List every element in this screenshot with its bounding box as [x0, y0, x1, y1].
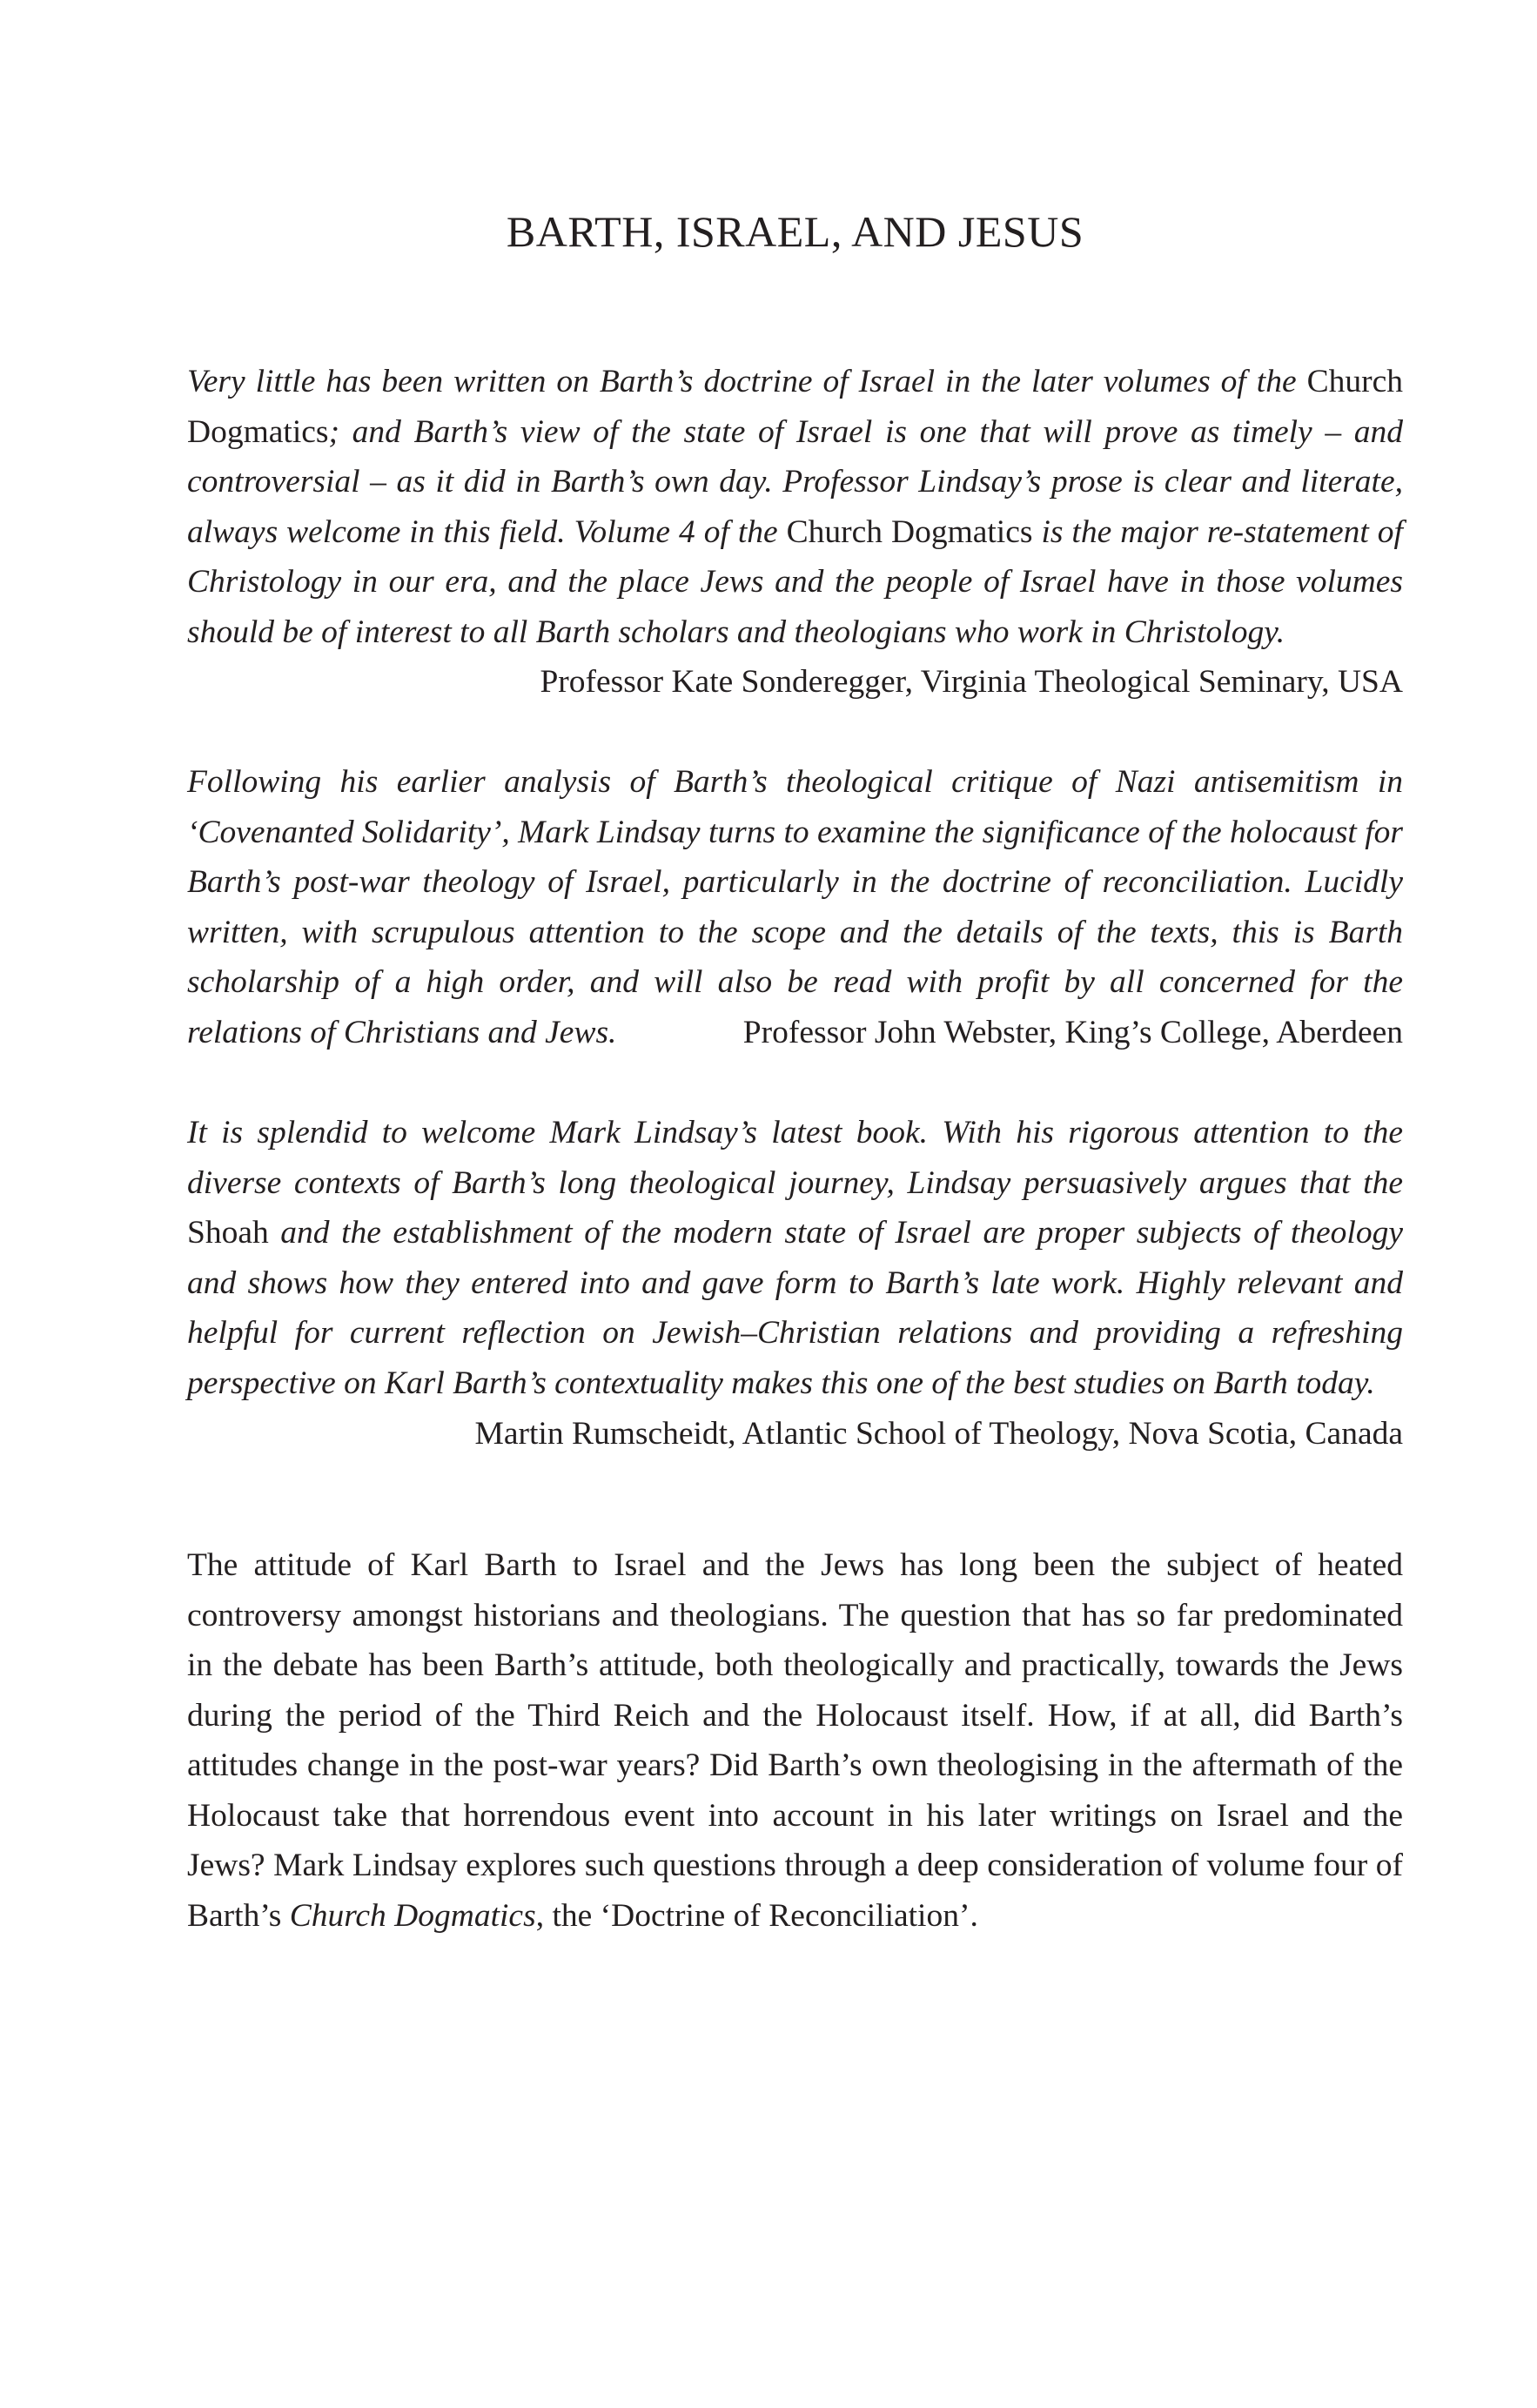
description-segment: , the ‘Doctrine of Reconciliation’. — [535, 1897, 978, 1934]
endorsement-attribution-3: Martin Rumscheidt, Atlantic School of Theology, Nova Scotia, Canada — [474, 1416, 1403, 1452]
quote-segment-roman: Church Dogmatics — [786, 513, 1033, 550]
endorsement-quote-1 — [187, 357, 1403, 657]
endorsement-quote-3 — [187, 1108, 1403, 1408]
page-title: BARTH, ISRAEL, AND JESUS — [506, 207, 1084, 256]
quote-segment: is the major re-statement of Christology in our era, and the place Jews and the people of Israel have in those volumes should be of interest to all Barth scholars and theologians who work in Christology. — [187, 513, 1403, 650]
quote-segment: ; and Barth’s view of the state of Israel is one that will prove as timely – and controversial – as it did in Barth’s own day. Professor Lindsay’s prose is clear and literate, always welcome in this field. Volume 4 of the — [187, 413, 1403, 550]
endorsement-attribution-2: Professor John Webster, King’s College, Aberdeen — [742, 1015, 1403, 1050]
description-segment: The attitude of Karl Barth to Israel and the Jews has long been the subject of heated controversy amongst historians and theologians. The question that has so far predominated in the debate has been Barth’s attitude, both theologically and practically, towards the Jews during the period of the Third Reich and the Holocaust itself. How, if at all, did Barth’s attitudes change in the post-war years? Did Barth’s own theologising in the aftermath of the Holocaust take that horrendous event into account in his later writings on Israel and the Jews? Mark Lindsay explores such questions through a deep consideration of volume four of Barth’s — [187, 1547, 1403, 1934]
quote-segment-roman: Church Dogmatics — [187, 364, 1403, 450]
quote-segment-roman: Shoah — [187, 1215, 269, 1251]
quote-segment: It is splendid to welcome Mark Lindsay’s latest book. With his rigorous attention to the diverse contexts of Barth’s long theological journey, Lindsay persuasively argues that the — [187, 1115, 1403, 1201]
quote-segment: Very little has been written on Barth’s doctrine of Israel in the later volumes of the — [187, 364, 1307, 399]
endorsement-attribution-1: Professor Kate Sonderegger, Virginia Theological Seminary, USA — [540, 664, 1403, 700]
book-description — [187, 1540, 1403, 1941]
quote-segment: and the establishment of the modern state of Israel are proper subjects of theology and shows how they entered into and gave form to Barth’s late work. Highly relevant and helpful for current reflection on Jewish–Christian relations and providing a refreshing perspective on Karl Barth’s contextuality makes this one of the best studies on Barth today. — [187, 1215, 1403, 1401]
description-segment-italic: Church Dogmatics — [289, 1897, 536, 1934]
quote-segment: Following his earlier analysis of Barth’s theological critique of Nazi antisemitism in ‘Covenanted Solidarity’, Mark Lindsay turns to examine the significance of the holocaust for Barth’s post-war theology of Israel, particularly in the doctrine of reconciliation. Lucidly written, with scrupulous attention to the scope and the details of the texts, this is Barth scholarship of a high order, and will also be read with profit by all concerned for the relations of Christians and Jews. — [187, 764, 1403, 1050]
